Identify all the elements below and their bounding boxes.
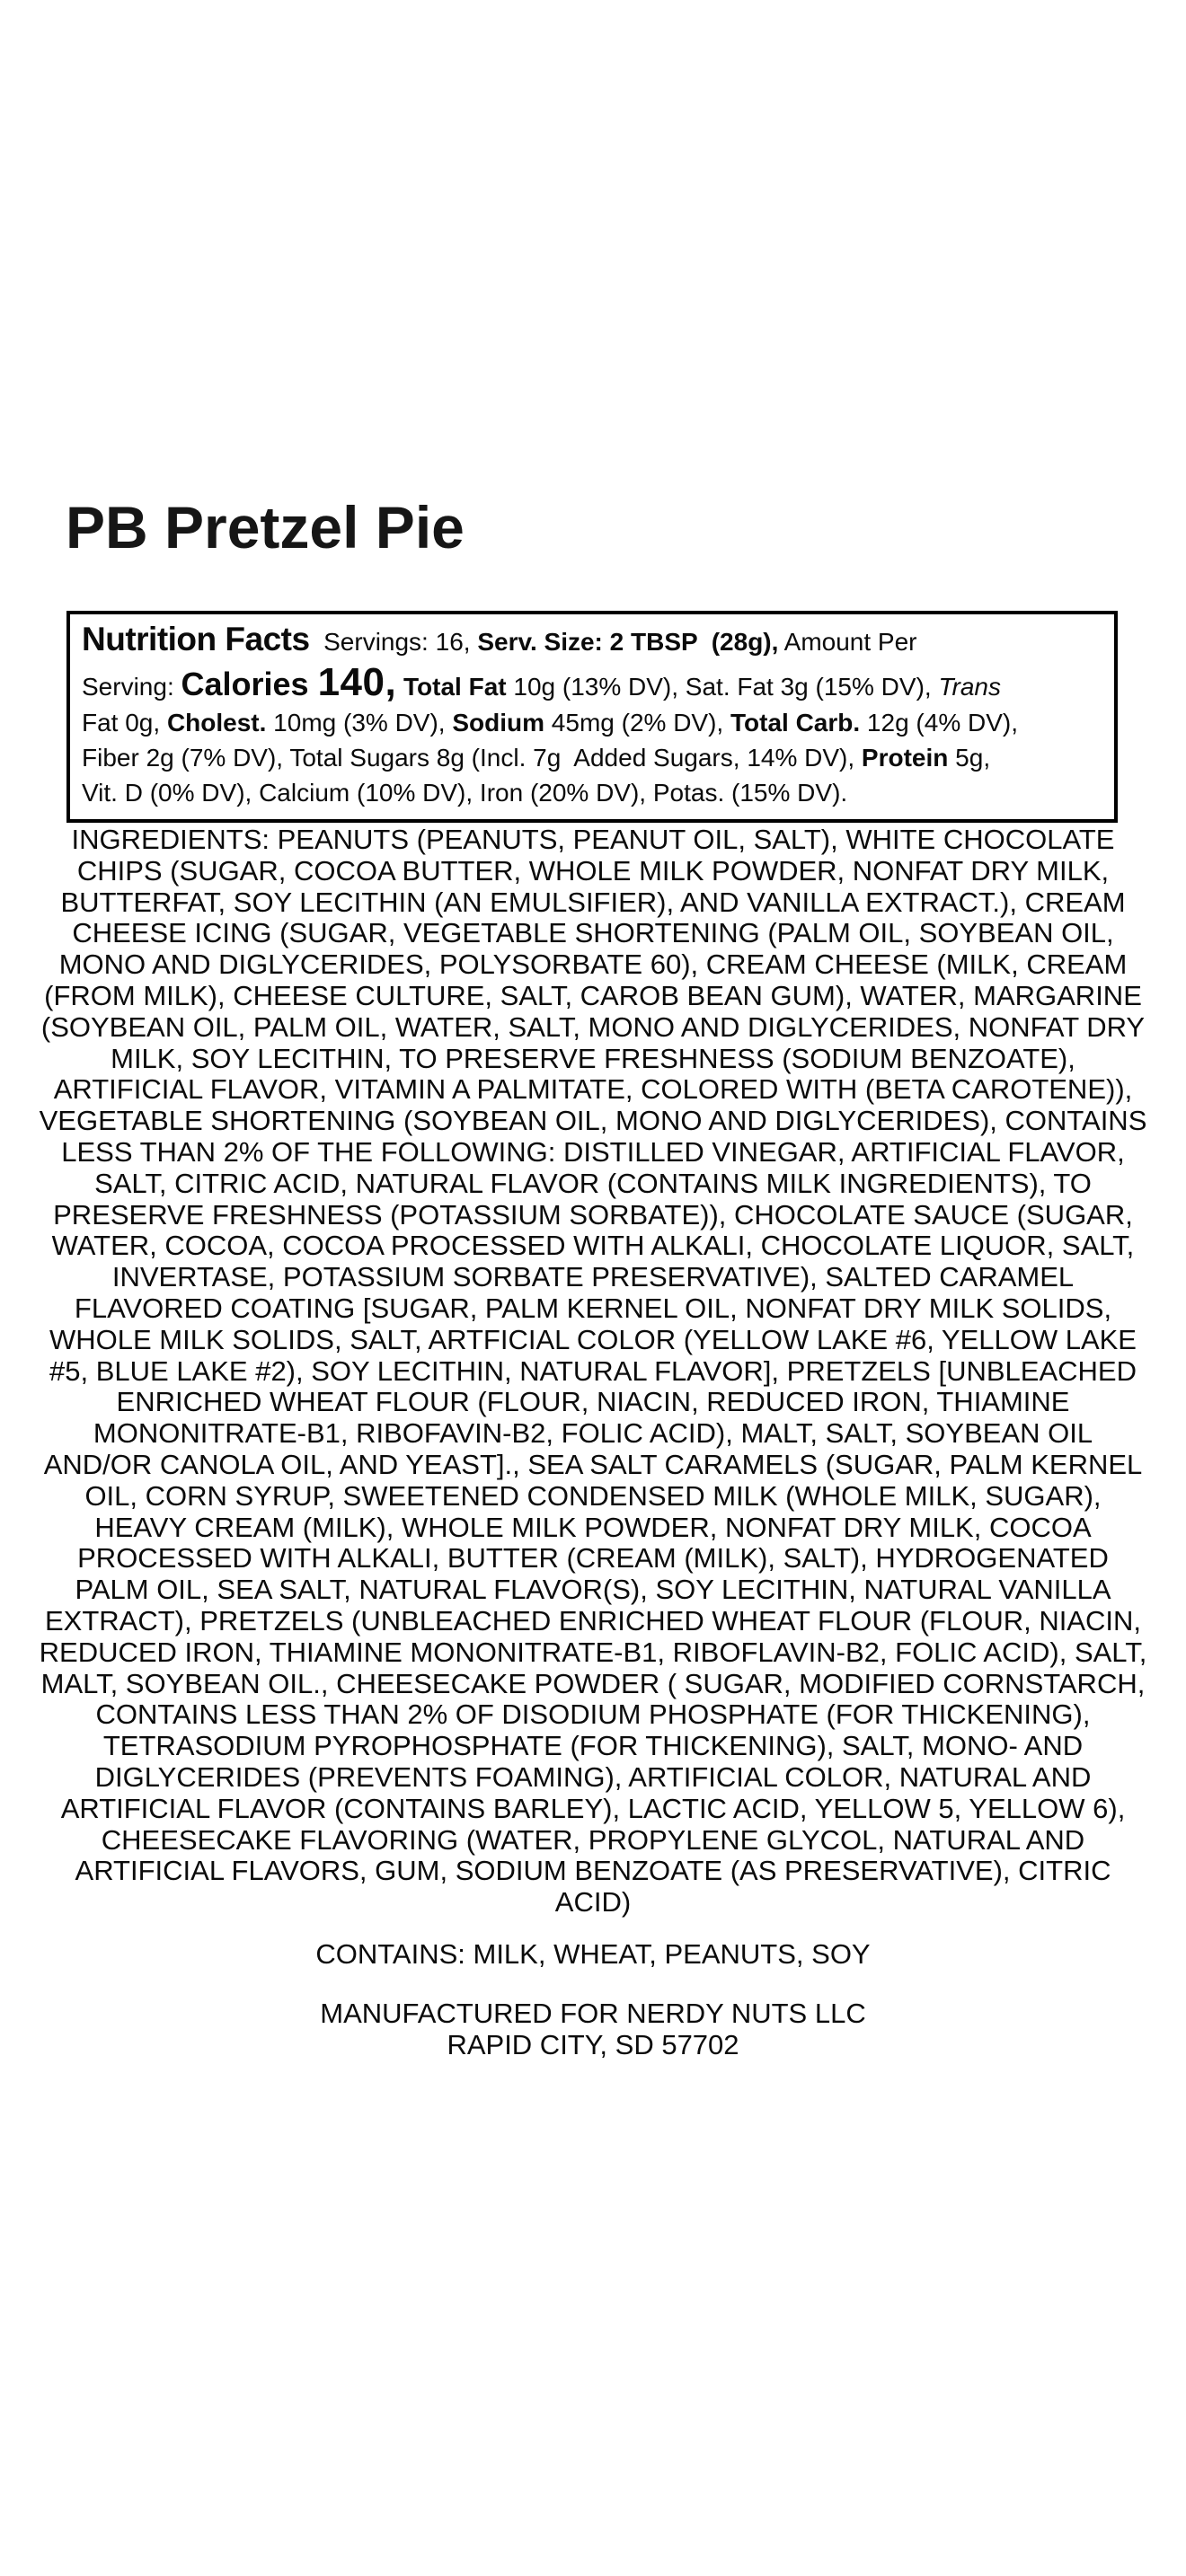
nutrition-facts-run: 10mg (3% DV), xyxy=(266,709,453,737)
nutrition-facts-line xyxy=(82,775,1105,810)
nutrition-facts-run: 45mg (2% DV), xyxy=(544,709,730,737)
nutrition-facts-run: Amount Per xyxy=(778,628,917,656)
ingredients-line: PROCESSED WITH ALKALI, BUTTER (CREAM (MILK), SALT), HYDROGENATED xyxy=(77,1542,1109,1575)
ingredients-line: WATER, COCOA, COCOA PROCESSED WITH ALKALI, CHOCOLATE LIQUOR, SALT, xyxy=(51,1230,1135,1262)
manufacturer-name-line: MANUFACTURED FOR NERDY NUTS LLC xyxy=(320,1998,866,2029)
ingredients-text xyxy=(0,825,1186,1919)
nutrition-facts-run: Trans xyxy=(938,673,1001,701)
ingredients-line: CHIPS (SUGAR, COCOA BUTTER, WHOLE MILK POWDER, NONFAT DRY MILK, xyxy=(76,854,1110,887)
ingredients-line: (SOYBEAN OIL, PALM OIL, WATER, SALT, MONO AND DIGLYCERIDES, NONFAT DRY xyxy=(40,1010,1146,1043)
ingredients-line: ARTIFICIAL FLAVORS, GUM, SODIUM BENZOATE (AS PRESERVATIVE), CITRIC xyxy=(75,1855,1111,1887)
nutrition-facts-run xyxy=(396,673,403,701)
ingredients-line: WHOLE MILK SOLIDS, SALT, ARTFICIAL COLOR (YELLOW LAKE #6, YELLOW LAKE xyxy=(49,1323,1137,1355)
ingredients-line: BUTTERFAT, SOY LECITHIN (AN EMULSIFIER), AND VANILLA EXTRACT.), CREAM xyxy=(60,886,1126,918)
nutrition-facts-line xyxy=(82,740,1105,775)
nutrition-facts-line xyxy=(82,619,1105,660)
ingredients-line: AND/OR CANOLA OIL, AND YEAST]., SEA SALT CARAMELS (SUGAR, PALM KERNEL xyxy=(43,1448,1143,1480)
nutrition-facts-run: Protein xyxy=(861,744,949,772)
ingredients-line: EXTRACT), PRETZELS (UNBLEACHED ENRICHED WHEAT FLOUR (FLOUR, NIACIN, xyxy=(44,1604,1142,1636)
ingredients-line: INGREDIENTS: PEANUTS (PEANUTS, PEANUT OIL, SALT), WHITE CHOCOLATE xyxy=(71,824,1115,855)
ingredients-line: ENRICHED WHEAT FLOUR (FLOUR, NIACIN, REDUCED IRON, THIAMINE xyxy=(116,1386,1070,1418)
ingredients-line: CHEESECAKE FLAVORING (WATER, PROPYLENE GLYCOL, NATURAL AND xyxy=(101,1823,1085,1856)
ingredients-line: MONO AND DIGLYCERIDES, POLYSORBATE 60), CREAM CHEESE (MILK, CREAM xyxy=(58,948,1128,981)
manufacturer-info xyxy=(0,1998,1186,2060)
ingredients-line: MILK, SOY LECITHIN, TO PRESERVE FRESHNESS (SODIUM BENZOATE), xyxy=(111,1042,1075,1074)
nutrition-facts-run: Nutrition Facts xyxy=(82,621,310,657)
ingredients-line: ACID) xyxy=(554,1886,632,1919)
ingredients-line: MALT, SOYBEAN OIL., CHEESECAKE POWDER ( SUGAR, MODIFIED CORNSTARCH, xyxy=(40,1667,1146,1699)
ingredients-line: INVERTASE, POTASSIUM SORBATE PRESERVATIVE), SALTED CARAMEL xyxy=(111,1261,1075,1293)
manufacturer-address-line: RAPID CITY, SD 57702 xyxy=(447,2029,739,2060)
nutrition-facts-run: Fat 0g, xyxy=(82,709,167,737)
nutrition-facts-line xyxy=(82,660,1105,705)
ingredients-line: HEAVY CREAM (MILK), WHOLE MILK POWDER, NONFAT DRY MILK, COCOA xyxy=(94,1511,1092,1543)
nutrition-facts-run: Fiber 2g (7% DV), Total Sugars 8g (Incl. 7g Added Sugars, 14% DV), xyxy=(82,744,862,772)
ingredients-line: OIL, CORN SYRUP, SWEETENED CONDENSED MILK (WHOLE MILK, SUGAR), xyxy=(84,1479,1102,1512)
allergen-statement: CONTAINS: MILK, WHEAT, PEANUTS, SOY xyxy=(315,1938,871,1970)
ingredients-line: REDUCED IRON, THIAMINE MONONITRATE-B1, RIBOFLAVIN-B2, FOLIC ACID), SALT, xyxy=(39,1636,1147,1668)
nutrition-facts-run: Sodium xyxy=(452,709,545,737)
nutrition-facts-run: Serv. Size: 2 TBSP (28g), xyxy=(477,628,779,656)
ingredients-line: ARTIFICIAL FLAVOR (CONTAINS BARLEY), LACTIC ACID, YELLOW 5, YELLOW 6), xyxy=(60,1792,1126,1824)
nutrition-facts-run: Cholest. xyxy=(166,709,267,737)
nutrition-facts-run: 5g, xyxy=(948,744,991,772)
ingredients-line: #5, BLUE LAKE #2), SOY LECITHIN, NATURAL FLAVOR], PRETZELS [UNBLEACHED xyxy=(49,1354,1137,1387)
ingredients-line: LESS THAN 2% OF THE FOLLOWING: DISTILLED VINEGAR, ARTIFICIAL FLAVOR, xyxy=(61,1135,1125,1168)
product-title: PB Pretzel Pie xyxy=(66,494,465,560)
ingredients-line: CHEESE ICING (SUGAR, VEGETABLE SHORTENING (PALM OIL, SOYBEAN OIL, xyxy=(72,917,1114,949)
ingredients-line: FLAVORED COATING [SUGAR, PALM KERNEL OIL, NONFAT DRY MILK SOLIDS, xyxy=(74,1292,1112,1324)
nutrition-facts-run: Servings: 16, xyxy=(309,628,478,656)
nutrition-facts-run: 140, xyxy=(317,660,397,704)
ingredients-line: ARTIFICIAL FLAVOR, VITAMIN A PALMITATE, COLORED WITH (BETA CAROTENE)), xyxy=(53,1073,1133,1106)
ingredients-line: PALM OIL, SEA SALT, NATURAL FLAVOR(S), SOY LECITHIN, NATURAL VANILLA xyxy=(75,1574,1111,1606)
nutrition-facts-box xyxy=(66,611,1118,823)
ingredients-line: PRESERVE FRESHNESS (POTASSIUM SORBATE)), CHOCOLATE SAUCE (SUGAR, xyxy=(53,1198,1133,1231)
ingredients-line: SALT, CITRIC ACID, NATURAL FLAVOR (CONTAINS MILK INGREDIENTS), TO xyxy=(94,1167,1092,1199)
ingredients-line: DIGLYCERIDES (PREVENTS FOAMING), ARTIFICIAL COLOR, NATURAL AND xyxy=(94,1760,1092,1793)
ingredients-line: (FROM MILK), CHEESE CULTURE, SALT, CAROB BEAN GUM), WATER, MARGARINE xyxy=(44,979,1142,1011)
nutrition-facts-line xyxy=(82,705,1105,740)
nutrition-facts-run: Total Carb. xyxy=(730,709,861,737)
nutrition-facts-run: Serving: xyxy=(82,673,181,701)
nutrition-facts-run: Total Fat xyxy=(403,673,507,701)
nutrition-facts-run: Vit. D (0% DV), Calcium (10% DV), Iron (20% DV), Potas. (15% DV). xyxy=(82,779,848,807)
nutrition-facts-run: 12g (4% DV), xyxy=(860,709,1018,737)
nutrition-facts-run: Calories xyxy=(181,666,318,702)
ingredients-line: VEGETABLE SHORTENING (SOYBEAN OIL, MONO AND DIGLYCERIDES), CONTAINS xyxy=(39,1105,1147,1137)
ingredients-line: TETRASODIUM PYROPHOSPHATE (FOR THICKENING), SALT, MONO- AND xyxy=(102,1730,1084,1762)
nutrition-facts-run: 10g (13% DV), Sat. Fat 3g (15% DV), xyxy=(506,673,939,701)
ingredients-line: CONTAINS LESS THAN 2% OF DISODIUM PHOSPHATE (FOR THICKENING), xyxy=(95,1698,1091,1731)
ingredients-line: MONONITRATE-B1, RIBOFAVIN-B2, FOLIC ACID), MALT, SALT, SOYBEAN OIL xyxy=(93,1417,1093,1450)
